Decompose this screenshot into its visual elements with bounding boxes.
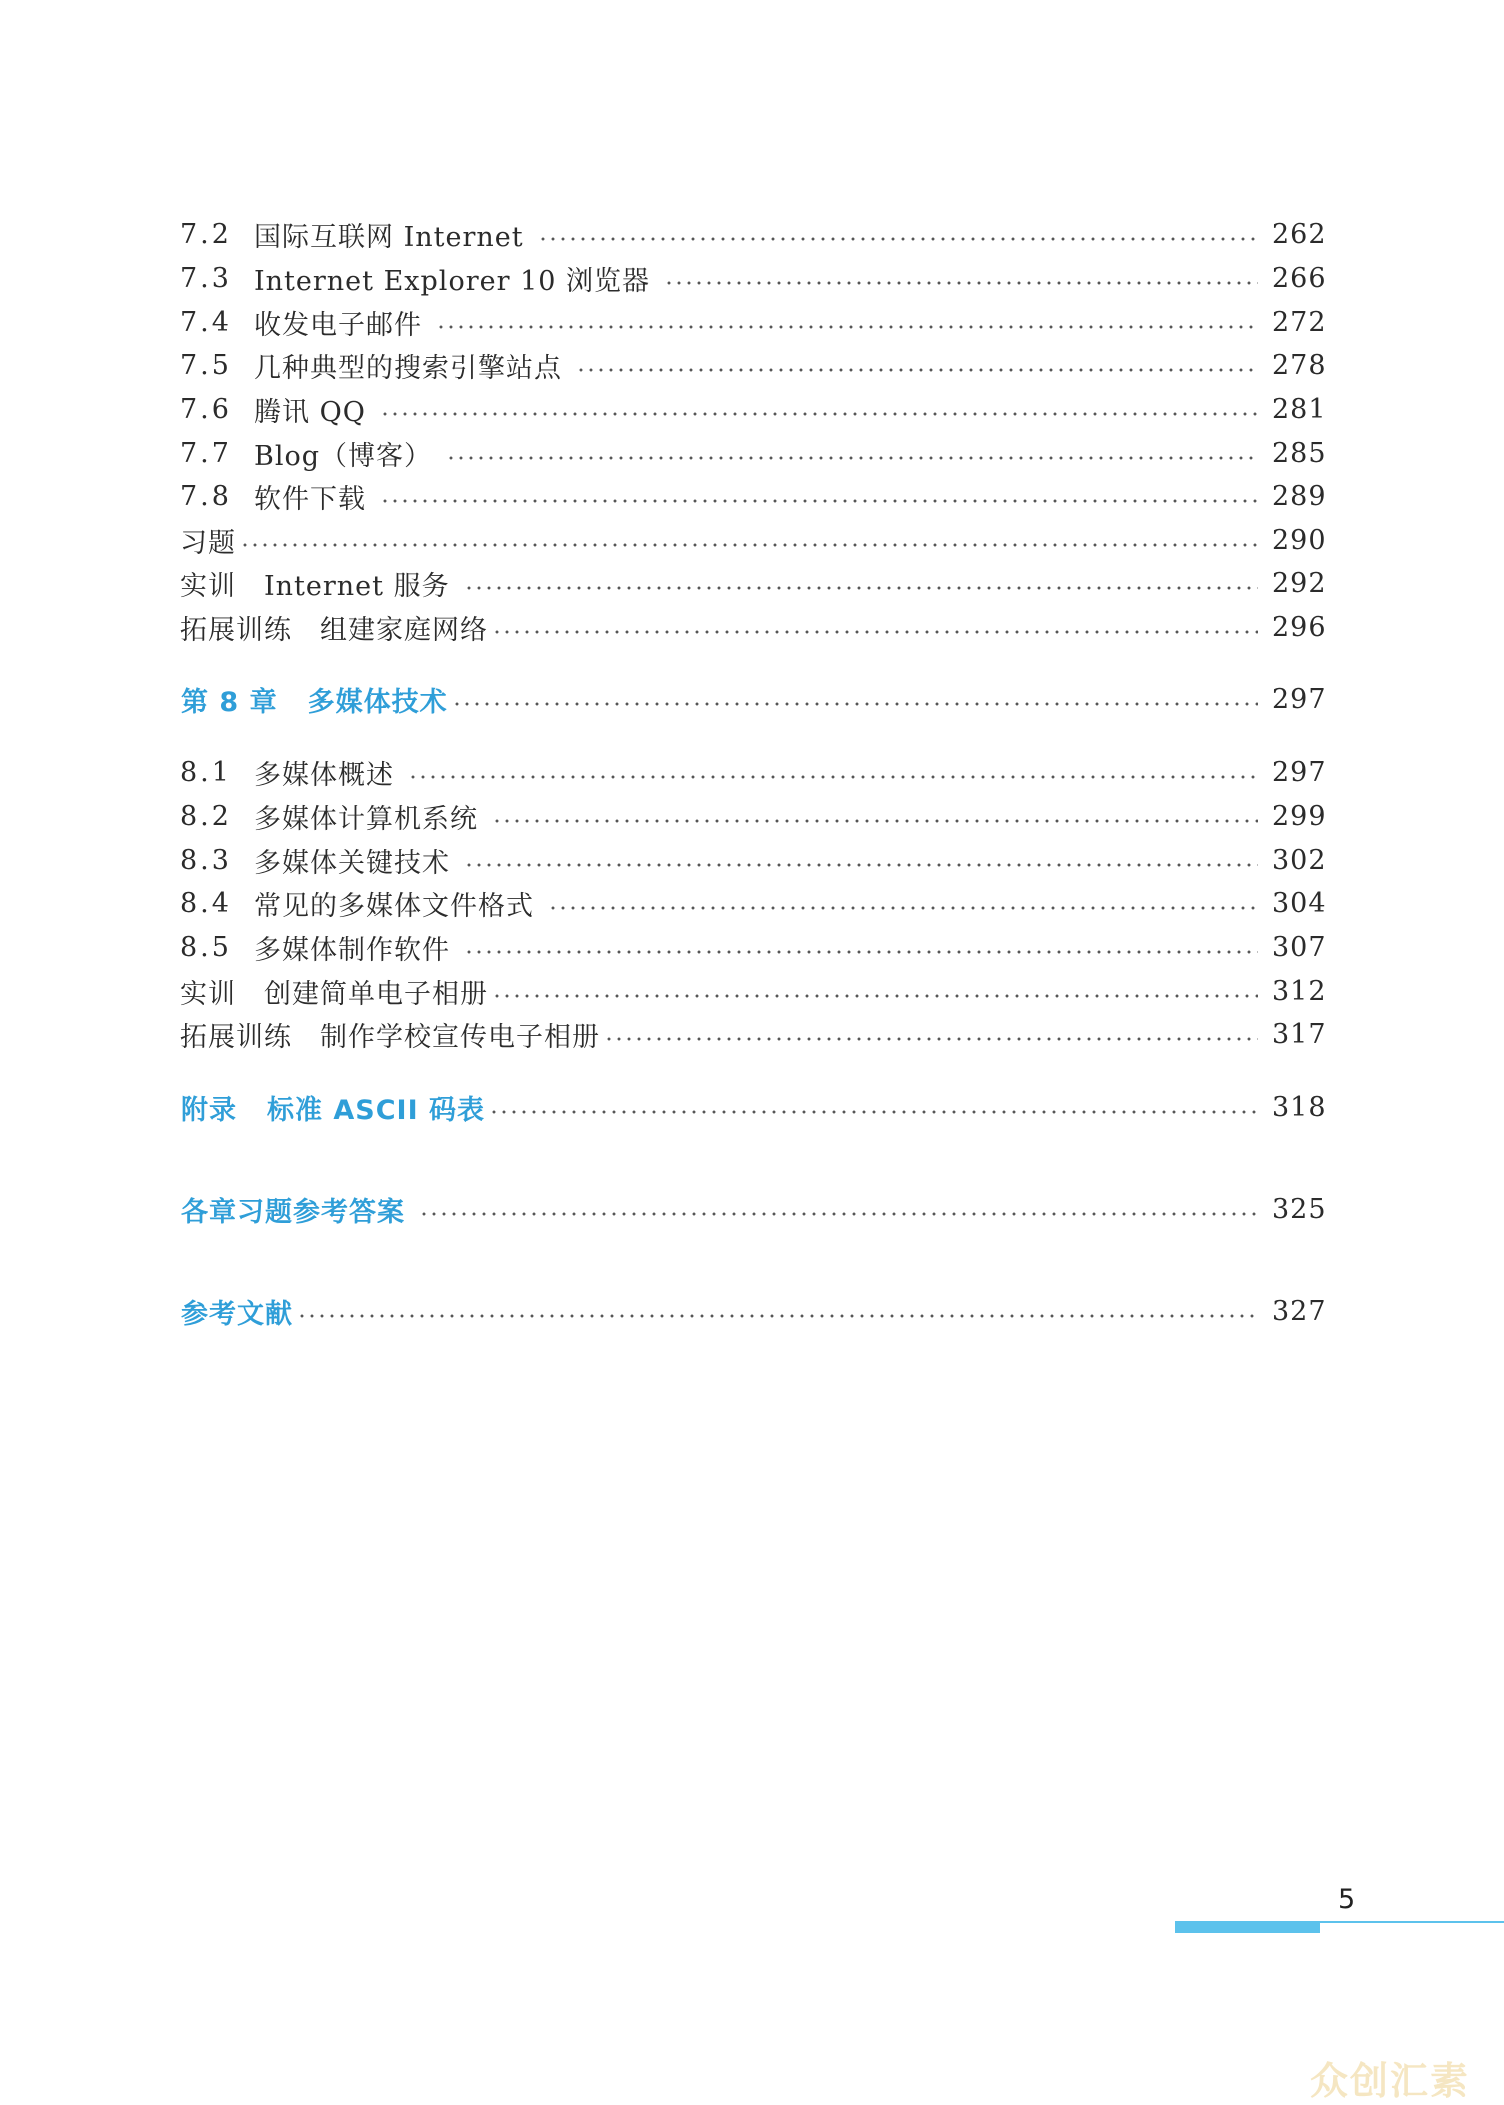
section-number: 8.4 [180,887,232,919]
chapter-title: 多媒体技术 [307,686,448,718]
toc-entry-extension-7[interactable] [180,605,1327,649]
dot-leader [240,543,1258,547]
dot-leader [604,1037,1258,1041]
section-number: 7.5 [180,349,232,381]
toc-answers[interactable] [181,1187,1327,1231]
page-number: 285 [1272,437,1327,469]
toc-chapter-8[interactable] [181,677,1327,721]
section-number: 8.2 [180,800,232,832]
toc-entry-7-5[interactable] [180,343,1327,387]
page-number: 290 [1272,524,1327,556]
section-number: 7.2 [180,218,232,250]
dot-leader [380,499,1258,503]
dot-leader [297,1314,1258,1318]
toc-entry-exercises[interactable] [180,518,1327,562]
toc-entry-8-5[interactable] [180,925,1327,969]
entry-label: 习题 [180,527,236,559]
dot-leader [538,237,1258,241]
section-title: 常见的多媒体文件格式 [254,890,534,922]
dot-leader [464,863,1258,867]
page-number: 307 [1272,931,1327,963]
entry-label: 实训 [180,570,236,602]
toc-entry-7-8[interactable] [180,474,1327,518]
dot-leader [419,1212,1258,1216]
footer-accent-bar [1175,1921,1320,1933]
footer-accent-line [1320,1921,1504,1923]
section-title: 多媒体制作软件 [254,934,450,966]
dot-leader [492,630,1258,634]
entry-label: 拓展训练 [180,1021,292,1053]
dot-leader [664,281,1258,285]
answers-title: 各章习题参考答案 [181,1196,405,1228]
dot-leader [489,1110,1258,1114]
toc-entry-7-4[interactable] [180,300,1327,344]
toc-entry-8-1[interactable] [180,750,1327,794]
entry-title: Internet 服务 [264,570,450,602]
page-number: 304 [1272,887,1327,919]
section-number: 7.7 [180,437,232,469]
toc-entry-7-2[interactable] [180,212,1327,256]
toc-entry-extension-8[interactable] [180,1012,1327,1056]
dot-leader [464,586,1258,590]
dot-leader [408,775,1258,779]
page-number: 266 [1272,262,1327,294]
toc-entry-8-2[interactable] [180,794,1327,838]
section-title: 国际互联网 Internet [254,221,524,253]
dot-leader [380,412,1258,416]
dot-leader [548,906,1258,910]
entry-label: 拓展训练 [180,614,292,646]
folio-page-number: 5 [1338,1884,1356,1915]
section-number: 7.8 [180,480,232,512]
toc-entry-practice-8[interactable] [180,969,1327,1013]
section-title: 多媒体概述 [254,759,394,791]
appendix-title: 标准 ASCII 码表 [267,1094,486,1126]
toc-entry-7-7[interactable] [180,431,1327,475]
page-number: 289 [1272,480,1327,512]
section-title: Internet Explorer 10 浏览器 [254,265,651,297]
toc-entry-7-3[interactable] [180,256,1327,300]
toc-entry-7-6[interactable] [180,387,1327,431]
toc-appendix[interactable] [181,1085,1327,1129]
page-number: 292 [1272,567,1327,599]
toc-entry-8-4[interactable] [180,881,1327,925]
entry-title: 创建简单电子相册 [264,978,488,1010]
dot-leader [446,456,1258,460]
section-title: 多媒体计算机系统 [254,803,478,835]
section-number: 8.1 [180,756,232,788]
dot-leader [464,950,1258,954]
page-number: 296 [1272,611,1327,643]
section-title: 多媒体关键技术 [254,847,450,879]
toc-entry-8-3[interactable] [180,838,1327,882]
page-number: 318 [1272,1091,1327,1123]
section-title: 收发电子邮件 [254,309,422,341]
page-number: 327 [1272,1295,1327,1327]
section-title: 几种典型的搜索引擎站点 [254,352,562,384]
section-number: 7.4 [180,306,232,338]
section-number: 7.3 [180,262,232,294]
page-number: 312 [1272,975,1327,1007]
chapter-number: 第 8 章 [181,686,278,718]
page-number: 297 [1272,683,1327,715]
section-title: Blog（博客） [254,440,433,472]
toc-references[interactable] [181,1289,1327,1333]
dot-leader [492,819,1258,823]
section-title: 软件下载 [254,483,366,515]
entry-label: 实训 [180,978,236,1010]
page-number: 262 [1272,218,1327,250]
section-number: 8.5 [180,931,232,963]
section-number: 7.6 [180,393,232,425]
references-title: 参考文献 [181,1298,293,1330]
page-number: 299 [1272,800,1327,832]
page-number: 302 [1272,844,1327,876]
entry-title: 制作学校宣传电子相册 [320,1021,600,1053]
section-title: 腾讯 QQ [254,396,366,428]
page-number: 272 [1272,306,1327,338]
watermark-logo: 众创汇素 [1310,2059,1471,2103]
page-number: 297 [1272,756,1327,788]
toc-entry-practice-7[interactable] [180,561,1327,605]
page-number: 317 [1272,1018,1327,1050]
dot-leader [452,702,1258,706]
page-number: 281 [1272,393,1327,425]
entry-title: 组建家庭网络 [320,614,488,646]
appendix-label: 附录 [181,1094,237,1126]
section-number: 8.3 [180,844,232,876]
dot-leader [436,325,1258,329]
page-number: 325 [1272,1193,1327,1225]
dot-leader [492,994,1258,998]
dot-leader [576,368,1258,372]
page-number: 278 [1272,349,1327,381]
